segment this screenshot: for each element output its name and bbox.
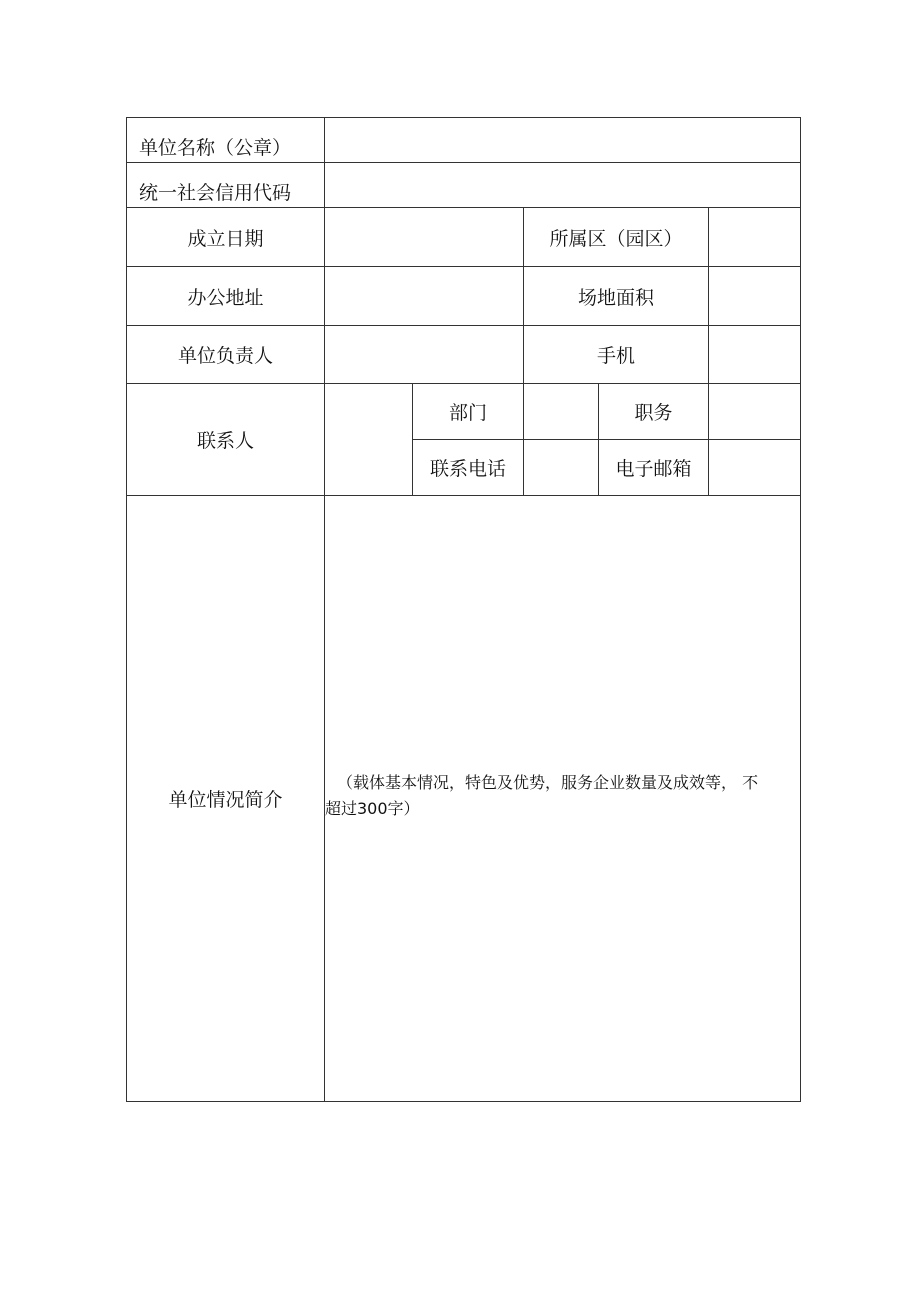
established-date-field[interactable] [325, 208, 524, 267]
contact-person-label: 联系人 [127, 384, 325, 496]
department-field[interactable] [524, 384, 599, 440]
mobile-label: 手机 [524, 326, 709, 384]
unit-name-field[interactable] [325, 118, 801, 163]
unit-leader-field[interactable] [325, 326, 524, 384]
mobile-field[interactable] [709, 326, 801, 384]
office-address-field[interactable] [325, 267, 524, 326]
registration-form-table [126, 117, 801, 1102]
email-field[interactable] [709, 440, 801, 496]
unit-intro-note-line2: 超过300字） [325, 799, 420, 818]
department-label: 部门 [413, 384, 524, 440]
unit-intro-field[interactable] [325, 496, 801, 1102]
position-field[interactable] [709, 384, 801, 440]
contact-phone-field[interactable] [524, 440, 599, 496]
unit-intro-note-line1: （载体基本情况，特色及优势，服务企业数量及成效等， 不 [337, 773, 759, 792]
credit-code-field[interactable] [325, 163, 801, 208]
unit-intro-note [325, 770, 790, 822]
contact-phone-label: 联系电话 [413, 440, 524, 496]
unit-name-label: 单位名称（公章） [127, 118, 325, 163]
unit-intro-label: 单位情况简介 [127, 496, 325, 1102]
site-area-field[interactable] [709, 267, 801, 326]
position-label: 职务 [599, 384, 709, 440]
office-address-label: 办公地址 [127, 267, 325, 326]
credit-code-label: 统一社会信用代码 [127, 163, 325, 208]
district-field[interactable] [709, 208, 801, 267]
email-label: 电子邮箱 [599, 440, 709, 496]
site-area-label: 场地面积 [524, 267, 709, 326]
contact-person-field[interactable] [325, 384, 413, 496]
unit-leader-label: 单位负责人 [127, 326, 325, 384]
district-label: 所属区（园区） [524, 208, 709, 267]
established-date-label: 成立日期 [127, 208, 325, 267]
